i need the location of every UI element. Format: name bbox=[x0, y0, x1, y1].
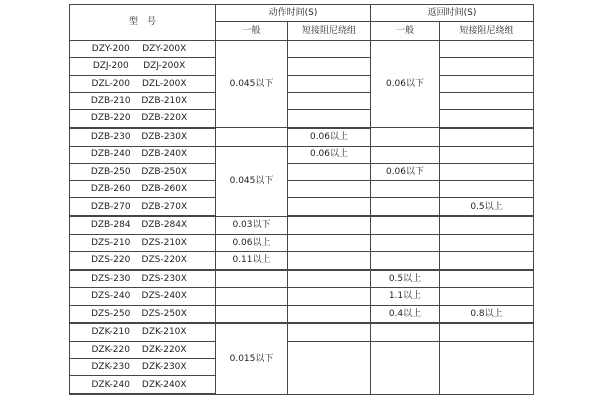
model-name: DZB-220 bbox=[90, 113, 131, 124]
model-name: DZL-200 bbox=[91, 78, 130, 89]
model-name: DZK-210 bbox=[91, 327, 130, 338]
table-row bbox=[70, 163, 534, 180]
action-time-damping-cell bbox=[288, 75, 371, 92]
action-time-general-cell bbox=[216, 128, 288, 146]
model-name-x: DZB-260X bbox=[141, 184, 188, 195]
header-action-general: 一般 bbox=[216, 22, 288, 41]
model-name-x: DZB-250X bbox=[141, 166, 188, 177]
model-name: DZB-230 bbox=[90, 132, 131, 143]
return-time-damping-cell bbox=[440, 216, 534, 234]
action-time-general-cell bbox=[216, 305, 288, 323]
action-time-damping-cell bbox=[288, 216, 371, 234]
action-time-damping-cell: 0.06以上 bbox=[288, 128, 371, 146]
model-cell bbox=[70, 305, 216, 323]
return-time-general-cell bbox=[371, 252, 440, 270]
model-name: DZK-240 bbox=[91, 379, 130, 390]
table-row bbox=[70, 181, 534, 198]
table-row bbox=[70, 341, 534, 358]
table-row bbox=[70, 198, 534, 216]
action-time-general-cell: 0.11以上 bbox=[216, 252, 288, 270]
model-name: DZB-260 bbox=[90, 184, 131, 195]
table-row bbox=[70, 146, 534, 163]
action-time-damping-cell bbox=[288, 163, 371, 180]
return-time-damping-cell bbox=[440, 181, 534, 198]
table-body bbox=[70, 41, 534, 395]
header-return-time: 返回时间(S) bbox=[371, 5, 534, 22]
model-name-x: DZL-200X bbox=[141, 78, 187, 89]
model-name-x: DZK-230X bbox=[141, 362, 187, 373]
table-row bbox=[70, 234, 534, 251]
return-time-damping-cell bbox=[440, 58, 534, 75]
table-row bbox=[70, 58, 534, 75]
return-time-general-cell: 0.06以下 bbox=[371, 41, 440, 128]
model-name: DZB-270 bbox=[90, 201, 131, 212]
return-time-damping-cell: 0.5以上 bbox=[440, 198, 534, 216]
header-action-time: 动作时间(S) bbox=[216, 5, 371, 22]
model-name-x: DZS-240X bbox=[141, 291, 187, 302]
model-cell bbox=[70, 270, 216, 288]
table-row bbox=[70, 110, 534, 128]
return-time-damping-cell bbox=[440, 75, 534, 92]
model-name-x: DZK-210X bbox=[141, 327, 187, 338]
model-name: DZB-284 bbox=[90, 220, 131, 231]
model-name-x: DZB-270X bbox=[141, 201, 188, 212]
table-row bbox=[70, 288, 534, 305]
model-cell bbox=[70, 288, 216, 305]
action-time-damping-cell bbox=[288, 181, 371, 198]
model-name: DZK-230 bbox=[91, 362, 130, 373]
return-time-damping-cell bbox=[440, 252, 534, 270]
model-name: DZB-250 bbox=[90, 166, 131, 177]
action-time-damping-cell bbox=[288, 305, 371, 323]
model-name: DZY-200 bbox=[91, 43, 130, 54]
model-cell bbox=[70, 92, 216, 109]
model-cell bbox=[70, 146, 216, 163]
return-time-damping-cell bbox=[440, 234, 534, 251]
table-row bbox=[70, 128, 534, 146]
return-time-general-cell bbox=[371, 181, 440, 198]
model-name: DZS-250 bbox=[91, 308, 131, 319]
model-name: DZJ-200 bbox=[92, 61, 129, 72]
model-cell bbox=[70, 198, 216, 216]
header-model: 型 号 bbox=[70, 5, 216, 41]
model-name-x: DZS-230X bbox=[141, 273, 187, 284]
action-time-damping-cell: 0.06以上 bbox=[288, 146, 371, 163]
model-name-x: DZY-200X bbox=[142, 43, 187, 54]
model-cell bbox=[70, 216, 216, 234]
model-name-x: DZK-240X bbox=[141, 379, 187, 390]
model-cell bbox=[70, 359, 216, 376]
action-time-damping-cell bbox=[288, 110, 371, 128]
action-time-general-cell: 0.06以上 bbox=[216, 234, 288, 251]
model-name-x: DZB-210X bbox=[141, 95, 188, 106]
action-time-general-cell bbox=[216, 270, 288, 288]
return-time-damping-cell bbox=[440, 41, 534, 58]
model-cell bbox=[70, 323, 216, 341]
model-name-x: DZK-220X bbox=[141, 344, 187, 355]
model-cell bbox=[70, 163, 216, 180]
model-name-x: DZS-250X bbox=[141, 308, 187, 319]
model-name: DZB-210 bbox=[90, 95, 131, 106]
return-time-general-cell bbox=[371, 146, 440, 163]
model-name: DZS-240 bbox=[91, 291, 131, 302]
model-cell bbox=[70, 234, 216, 251]
model-name: DZS-220 bbox=[91, 255, 131, 266]
action-time-damping-cell bbox=[288, 252, 371, 270]
return-time-general-cell: 0.5以上 bbox=[371, 270, 440, 288]
return-time-damping-cell bbox=[440, 323, 534, 341]
action-time-general-cell: 0.045以下 bbox=[216, 41, 288, 128]
action-time-damping-cell bbox=[288, 270, 371, 288]
return-time-general-cell bbox=[371, 341, 440, 394]
action-time-damping-cell bbox=[288, 92, 371, 109]
return-time-damping-cell bbox=[440, 341, 534, 394]
table-header bbox=[70, 5, 534, 41]
header-action-damping: 短接阻尼绕组 bbox=[288, 22, 371, 41]
return-time-general-cell bbox=[371, 198, 440, 216]
action-time-damping-cell bbox=[288, 288, 371, 305]
table-row bbox=[70, 41, 534, 58]
model-cell bbox=[70, 110, 216, 128]
table-row bbox=[70, 305, 534, 323]
action-time-damping-cell bbox=[288, 234, 371, 251]
table-row bbox=[70, 323, 534, 341]
model-cell bbox=[70, 128, 216, 146]
model-name: DZS-230 bbox=[91, 273, 131, 284]
return-time-general-cell: 1.1以上 bbox=[371, 288, 440, 305]
table-row bbox=[70, 216, 534, 234]
return-time-general-cell bbox=[371, 216, 440, 234]
return-time-damping-cell bbox=[440, 163, 534, 180]
return-time-general-cell: 0.4以上 bbox=[371, 305, 440, 323]
action-time-general-cell bbox=[216, 288, 288, 305]
model-name-x: DZB-284X bbox=[141, 220, 188, 231]
return-time-general-cell: 0.06以下 bbox=[371, 163, 440, 180]
header-return-damping: 短接阻尼绕组 bbox=[440, 22, 534, 41]
return-time-damping-cell: 0.8以上 bbox=[440, 305, 534, 323]
return-time-damping-cell bbox=[440, 146, 534, 163]
table-row bbox=[70, 92, 534, 109]
return-time-damping-cell bbox=[440, 288, 534, 305]
action-time-damping-cell bbox=[288, 198, 371, 216]
table-row bbox=[70, 75, 534, 92]
relay-timing-table bbox=[69, 4, 534, 395]
model-name-x: DZS-210X bbox=[141, 237, 187, 248]
model-name-x: DZJ-200X bbox=[143, 61, 186, 72]
model-cell bbox=[70, 58, 216, 75]
table-row bbox=[70, 270, 534, 288]
action-time-damping-cell bbox=[288, 323, 371, 341]
action-time-damping-cell bbox=[288, 41, 371, 58]
model-cell bbox=[70, 252, 216, 270]
table-row bbox=[70, 252, 534, 270]
return-time-general-cell bbox=[371, 128, 440, 146]
action-time-general-cell: 0.045以下 bbox=[216, 146, 288, 216]
model-name: DZK-220 bbox=[91, 344, 130, 355]
action-time-damping-cell bbox=[288, 341, 371, 394]
model-name-x: DZB-230X bbox=[141, 132, 188, 143]
return-time-damping-cell bbox=[440, 110, 534, 128]
action-time-damping-cell bbox=[288, 58, 371, 75]
return-time-damping-cell bbox=[440, 270, 534, 288]
model-name-x: DZS-220X bbox=[141, 255, 187, 266]
model-cell bbox=[70, 341, 216, 358]
return-time-general-cell bbox=[371, 323, 440, 341]
model-cell bbox=[70, 181, 216, 198]
return-time-damping-cell bbox=[440, 92, 534, 109]
model-cell bbox=[70, 75, 216, 92]
model-cell bbox=[70, 376, 216, 394]
return-time-damping-cell bbox=[440, 128, 534, 146]
action-time-general-cell: 0.03以下 bbox=[216, 216, 288, 234]
action-time-general-cell: 0.015以下 bbox=[216, 323, 288, 394]
model-name: DZB-240 bbox=[90, 149, 131, 160]
model-name-x: DZB-220X bbox=[141, 113, 188, 124]
header-return-general: 一般 bbox=[371, 22, 440, 41]
return-time-general-cell bbox=[371, 234, 440, 251]
model-name-x: DZB-240X bbox=[141, 149, 188, 160]
model-name: DZS-210 bbox=[91, 237, 131, 248]
model-cell bbox=[70, 41, 216, 58]
header-row-groups bbox=[70, 5, 534, 22]
